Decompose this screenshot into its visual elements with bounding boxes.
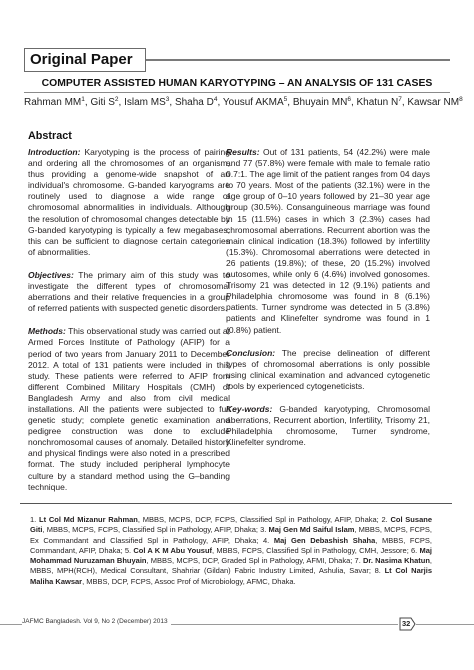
- footnote-affiliation: , MBBS, FCPS, Classified Spl in Pathology, CMH, Jessore;: [212, 545, 412, 555]
- page-number: 32: [402, 619, 411, 628]
- author-name: Islam MS: [124, 97, 166, 108]
- footnote-number: 7.: [354, 556, 363, 566]
- footnote-number: 1.: [30, 515, 39, 524]
- keywords-paragraph: [226, 404, 430, 448]
- author-affiliations: [30, 515, 432, 587]
- author-affiliation-mark: 7: [398, 96, 402, 103]
- footnote-number: 5.: [124, 545, 134, 555]
- author-affiliation-mark: 6: [347, 96, 351, 103]
- footnote-author-name: Dr. Nasima Khatun: [362, 556, 430, 566]
- conclusion-text: The precise delineation of different types of chromosomal aberrations is only possible using clinical examination and advanced cytogenetic tools by experienced cytogeneticists.: [226, 347, 430, 391]
- footnote-author-name: Maj Mohammad Nuruzaman Bhuyain: [30, 545, 432, 566]
- author-name: Rahman MM: [24, 97, 82, 108]
- objectives-label: Objectives:: [28, 269, 74, 280]
- section-label-box: [24, 48, 146, 72]
- footnote-number: 4.: [263, 535, 274, 545]
- author-separator: ,: [217, 97, 223, 108]
- author-affiliation-mark: 5: [283, 96, 288, 103]
- abstract-left-column: [28, 147, 230, 505]
- footnote-affiliation: , MBBS, DCP, FCPS, Assoc Prof of Microbiology, AFMC, Dhaka.: [82, 576, 296, 586]
- footnote-author-name: Col Susane Giti: [30, 515, 432, 535]
- footnote-author-name: Maj Gen Md Saiful Islam: [268, 525, 355, 535]
- author-affiliation-mark: 3: [165, 96, 170, 103]
- author-affiliation-mark: 4: [213, 96, 218, 103]
- methods-text: This observational study was carried out at Armed Forces Institute of Pathology (AFIP) for a period of two years from January 2011 to December 2012. A total of 131 patients were included in this study. These patients were referred to AFIP from different Combined Military Hospitals (CMH) of Bangladesh Army and also from civil medical installations. All the patients were subjected to full genetic study; complete genetic examination and pedigree construction was done to exclude nonchromosomal causes of anomaly. Detailed history and physical findings were also noted in a prescribed format. The study included peripheral lymphocyte culture by a standard method using the G–banding technique.: [28, 326, 230, 492]
- footnote-author-name: Maj Gen Debashish Shaha: [273, 535, 376, 545]
- author-name: Kawsar NM: [407, 97, 460, 108]
- methods-paragraph: [28, 326, 230, 492]
- footnote-author-name: Col A K M Abu Yousuf: [133, 545, 213, 555]
- footnote-number: 3.: [260, 525, 269, 535]
- article-title: COMPUTER ASSISTED HUMAN KARYOTYPING – AN ANALYSIS OF 131 CASES: [41, 78, 433, 89]
- author-name: Bhuyain MN: [292, 97, 348, 108]
- introduction-text: Karyotyping is the process of pairing and ordering all the chromosomes of an organism, thus providing a genome-wide snapshot of an individual's chromosome. G-banded karyograms are routinely used to diagnose a wide range of chromosomal abnormalities in individuals. Although the resolution of chromosomal changes detectable by G-banded karyotyping is typically a few megabases, this can be sufficient to diagnose certain categories of abnormalities.: [28, 147, 230, 257]
- section-label: Original Paper: [30, 51, 133, 68]
- author-name: Yousuf AKMA: [222, 97, 284, 108]
- author-separator: ,: [401, 97, 408, 108]
- introduction-label: Introduction:: [28, 147, 81, 157]
- author-name: Giti S: [90, 97, 115, 108]
- methods-label: Methods:: [28, 326, 66, 337]
- author-separator: ,: [350, 97, 357, 108]
- author-separator: ,: [118, 97, 125, 108]
- author-affiliation-mark: 2: [114, 96, 119, 103]
- page-number-badge: [398, 617, 416, 631]
- abstract-right-column: [226, 147, 430, 460]
- footnote-author-name: Lt Col Md Mizanur Rahman: [39, 515, 138, 524]
- author-list: [24, 96, 463, 108]
- footnote-number: 6.: [411, 545, 420, 555]
- author-name: Khatun N: [356, 97, 399, 108]
- footnote-number: 8.: [374, 566, 385, 576]
- footnote-affiliation: , MBBS, MCPS, DCP, FCPS, Classified Spl in Pathology, AFIP, Dhaka;: [137, 515, 382, 524]
- author-name: Shaha D: [174, 97, 214, 108]
- author-affiliation-mark: 8: [459, 96, 463, 103]
- objectives-paragraph: [28, 270, 230, 314]
- footnote-affiliation: , MBBS, MCPS, DCP, Graded Spl in Pathology, AFMI, Dhaka;: [146, 556, 355, 566]
- footnote-affiliation: , MBBS, MCPS, FCPS, Ex Commandant and Classified Spl in Pathology, AFIP, Dhaka;: [30, 525, 433, 545]
- footnote-number: 2.: [381, 515, 391, 524]
- results-paragraph: [226, 147, 430, 336]
- introduction-paragraph: [28, 147, 230, 258]
- objectives-text: The primary aim of this study was to investigate the different types of chromosomal aberrations and their relative frequencies in a group of referred patients with suspected genetic disorders.: [28, 269, 230, 314]
- header-rule: [146, 59, 450, 61]
- conclusion-label: Conclusion:: [226, 347, 276, 358]
- conclusion-paragraph: [226, 348, 430, 392]
- author-separator: ,: [287, 97, 293, 108]
- abstract-heading: Abstract: [28, 130, 72, 142]
- author-affiliation-mark: 1: [81, 96, 85, 103]
- author-separator: ,: [169, 97, 175, 108]
- journal-citation: JAFMC Bangladesh. Vol 9, No 2 (December) 2013: [22, 618, 171, 625]
- footnote-rule: [20, 503, 452, 504]
- footnote-author-name: Lt Col Narjis Maliha Kawsar: [30, 566, 432, 586]
- footnote-affiliation: , MBBS, MPH(RCH), Medical Consultant, Shahriar (Gildan) Fabric Industry Limited, Ashulia, Savar;: [30, 556, 432, 576]
- footnote-affiliation: , MBBS, MCPS, FCPS, Classified Spl in Pathology, AFIP, Dhaka;: [42, 525, 261, 535]
- author-separator: ,: [84, 97, 91, 108]
- footnote-affiliation: , MBBS, FCPS, Commandant, AFIP, Dhaka;: [30, 535, 432, 555]
- title-rule: [24, 92, 450, 93]
- keywords-label: Key-words:: [226, 403, 273, 414]
- results-label: Results:: [226, 147, 260, 157]
- results-text: Out of 131 patients, 54 (42.2%) were male and 77 (57.8%) were female with male to female ratio 0.7:1. The age limit of the patient ranges from 04 days to 70 years. Most of the patients (32.1%) were in the age group of 0–10 years followed by 21–30 year age group (30.5%). Consanguineous marriage was found in 15 (11.5%) cases in which 3 (2.3%) cases had chromosomal aberrations. Recurrent abortion was the main clinical indication (18.3%) followed by infertility (15.3%). Chromosomal aberrations were detected in 26 patients (19.8%); of these, 20 (15.2%) involved autosomes, while only 6 (4.6%) involved gonosomes. Trisomy 21 was detected in 12 (9.1%) patients and Philadelphia chromosome was found in 8 (6.1%) patients. Turner syndrome was detected in 5 (3.8%) patients and Klinefelter syndrome was found in 1 (0.8%) patient.: [226, 147, 430, 335]
- keywords-text: G-banded karyotyping, Chromosomal aberrations, Recurrent abortion, Infertility, Trisomy 21, Philadelphia chromosome, Turner syndrome, Klinefelter syndrome.: [226, 403, 430, 448]
